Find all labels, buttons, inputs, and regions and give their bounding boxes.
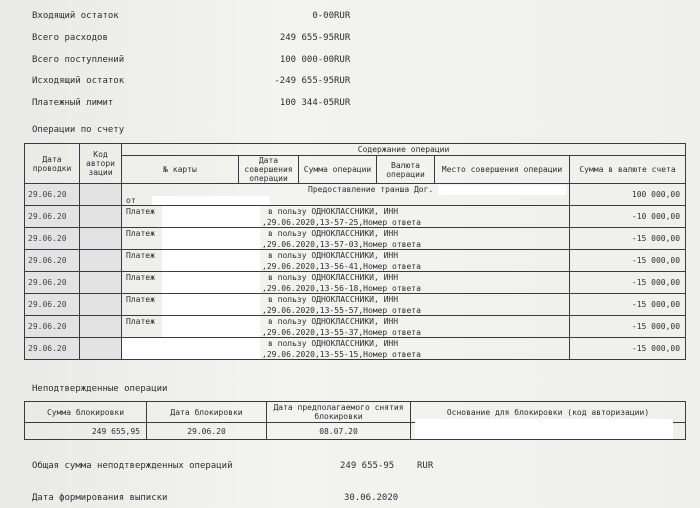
- description-line: в пользу ОДНОКЛАССНИКИ, ИНН: [268, 339, 399, 348]
- redaction: [415, 419, 673, 439]
- statement-date-label: Дата формирования выписки: [32, 493, 168, 503]
- unconfirmed-title: Неподтвержденные операции: [32, 384, 168, 394]
- posting-date: 29.06.20: [25, 250, 80, 272]
- summary-label: Исходящий остаток: [32, 76, 125, 86]
- unconfirmed-table: [24, 401, 686, 440]
- account-amount: -15 000,00: [570, 294, 686, 316]
- description-line: в пользу ОДНОКЛАССНИКИ, ИНН: [268, 229, 399, 238]
- description-line: в пользу ОДНОКЛАССНИКИ, ИНН: [268, 251, 399, 260]
- posting-date: 29.06.20: [25, 338, 80, 360]
- account-amount: -15 000,00: [570, 272, 686, 294]
- auth-code: [80, 250, 122, 272]
- summary-currency: RUR: [334, 98, 351, 108]
- description-line: в пользу ОДНОКЛАССНИКИ, ИНН: [268, 273, 399, 282]
- redaction: [162, 316, 260, 337]
- redaction: [162, 228, 260, 249]
- header-op-place: Место совершения операции: [435, 156, 570, 184]
- operation-description: [122, 228, 570, 250]
- account-amount: 100 000,00: [570, 184, 686, 206]
- posting-date: 29.06.20: [25, 272, 80, 294]
- header-block-expected: Дата предполагаемого снятия блокировки: [267, 402, 411, 423]
- summary-currency: RUR: [334, 76, 351, 86]
- account-amount: -15 000,00: [570, 338, 686, 360]
- description-line: Платеж: [126, 317, 155, 326]
- header-op-sum: Сумма операции: [299, 156, 377, 184]
- account-amount: -10 000,00: [570, 206, 686, 228]
- auth-code: [80, 316, 122, 338]
- posting-date: 29.06.20: [25, 206, 80, 228]
- header-posting-date: Дата проводки: [25, 144, 80, 184]
- redaction: [152, 196, 270, 205]
- table-row: [25, 338, 686, 360]
- description-line: Предоставление транша Дог.: [308, 185, 434, 194]
- summary-label: Платежный лимит: [32, 98, 114, 108]
- redaction: [162, 250, 260, 271]
- description-line: ,29.06.2020,13-56-41,Номер ответа: [262, 262, 421, 271]
- redaction: [162, 272, 260, 293]
- summary-value: 0-00: [312, 11, 334, 21]
- summary-value: 100 000-00: [279, 55, 334, 65]
- account-amount: -15 000,00: [570, 316, 686, 338]
- header-card-number: № карты: [122, 156, 239, 184]
- block-reason: [411, 423, 686, 440]
- table-row: [25, 423, 686, 440]
- summary-currency: RUR: [334, 33, 351, 43]
- block-date: 29.06.20: [147, 423, 267, 440]
- summary-value: -249 655-95: [274, 76, 334, 86]
- posting-date: 29.06.20: [25, 184, 80, 206]
- account-amount: -15 000,00: [570, 250, 686, 272]
- description-line: в пользу ОДНОКЛАССНИКИ, ИНН: [268, 317, 399, 326]
- unconfirmed-total-currency: RUR: [417, 461, 434, 471]
- redaction: [162, 206, 260, 227]
- table-row: [25, 272, 686, 294]
- auth-code: [80, 294, 122, 316]
- header-block-reason: Основание для блокировки (код авторизации): [411, 402, 686, 423]
- header-block-date: Дата блокировки: [147, 402, 267, 423]
- operation-description: [122, 272, 570, 294]
- operation-description: [122, 206, 570, 228]
- description-line: Платеж: [126, 295, 155, 304]
- description-line: от: [126, 196, 136, 205]
- summary-value: 249 655-95: [279, 33, 334, 43]
- summary-label: Всего расходов: [32, 33, 108, 43]
- description-line: ,29.06.2020,13-55-37,Номер ответа: [262, 328, 421, 337]
- posting-date: 29.06.20: [25, 294, 80, 316]
- operation-description: [122, 250, 570, 272]
- unconfirmed-total-value: 249 655-95: [340, 461, 395, 471]
- table-row: [25, 250, 686, 272]
- operations-table: [24, 143, 686, 360]
- summary-value: 100 344-05: [279, 98, 334, 108]
- table-row: [25, 206, 686, 228]
- summary-label: Всего поступлений: [32, 55, 125, 65]
- header-auth-code: Код автори зации: [80, 144, 122, 184]
- description-line: Платеж: [126, 229, 155, 238]
- account-amount: -15 000,00: [570, 228, 686, 250]
- table-row: [25, 228, 686, 250]
- table-row: [25, 294, 686, 316]
- table-row: [25, 184, 686, 206]
- header-account-sum: Сумма в валюте счета: [570, 156, 686, 184]
- redaction: [162, 294, 260, 315]
- header-op-currency: Валюта операции: [377, 156, 435, 184]
- header-op-date: Дата совершения операции: [239, 156, 299, 184]
- auth-code: [80, 338, 122, 360]
- operation-description: [122, 316, 570, 338]
- description-line: Платеж: [126, 273, 155, 282]
- statement-date-value: 30.06.2020: [344, 493, 399, 503]
- operations-title: Операции по счету: [32, 125, 125, 135]
- description-line: Платеж: [126, 251, 155, 260]
- redaction: [438, 185, 566, 195]
- description-line: Платеж: [126, 207, 155, 216]
- header-block-sum: Сумма блокировки: [25, 402, 147, 423]
- description-line: ,29.06.2020,13-57-25,Номер ответа: [262, 218, 421, 227]
- auth-code: [80, 228, 122, 250]
- operation-description: [122, 338, 570, 360]
- unconfirmed-total-label: Общая сумма неподтвержденных операций: [32, 461, 233, 471]
- summary-currency: RUR: [334, 11, 351, 21]
- auth-code: [80, 184, 122, 206]
- redaction: [122, 338, 260, 359]
- posting-date: 29.06.20: [25, 316, 80, 338]
- description-line: ,29.06.2020,13-56-18,Номер ответа: [262, 284, 421, 293]
- description-line: в пользу ОДНОКЛАССНИКИ, ИНН: [268, 295, 399, 304]
- description-line: ,29.06.2020,13-55-15,Номер ответа: [262, 350, 421, 359]
- description-line: в пользу ОДНОКЛАССНИКИ, ИНН: [268, 207, 399, 216]
- block-sum: 249 655,95: [25, 423, 147, 440]
- table-row: [25, 316, 686, 338]
- block-expected-date: 08.07.20: [267, 423, 411, 440]
- summary-label: Входящий остаток: [32, 11, 119, 21]
- operation-description: [122, 184, 570, 206]
- description-line: ,29.06.2020,13-55-57,Номер ответа: [262, 306, 421, 315]
- summary-currency: RUR: [334, 55, 351, 65]
- description-line: ,29.06.2020,13-57-03,Номер ответа: [262, 240, 421, 249]
- header-content: Содержание операции: [122, 144, 686, 156]
- auth-code: [80, 206, 122, 228]
- auth-code: [80, 272, 122, 294]
- posting-date: 29.06.20: [25, 228, 80, 250]
- operation-description: [122, 294, 570, 316]
